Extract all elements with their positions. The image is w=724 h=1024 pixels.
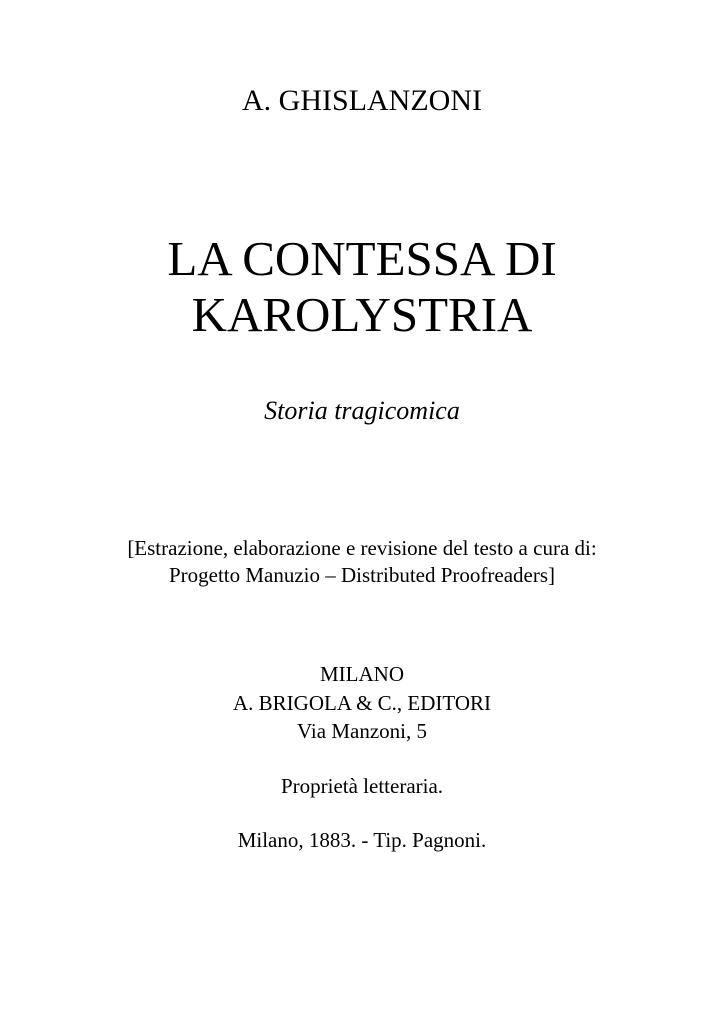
book-subtitle: Storia tragicomica xyxy=(264,396,460,425)
book-title-line-1: LA CONTESSA DI xyxy=(167,231,557,286)
publisher-name: A. BRIGOLA & C., EDITORI xyxy=(232,691,492,715)
book-title-line-2: KAROLYSTRIA xyxy=(191,287,533,342)
imprint-line: Milano, 1883. - Tip. Pagnoni. xyxy=(237,828,487,852)
publisher-city: MILANO xyxy=(320,662,404,686)
credit-line-2: Progetto Manuzio – Distributed Proofreaders] xyxy=(168,563,556,587)
author-name: A. GHISLANZONI xyxy=(242,84,482,117)
rights-notice: Proprietà letteraria. xyxy=(280,774,444,798)
credit-line-1: [Estrazione, elaborazione e revisione del testo a cura di: xyxy=(127,536,597,560)
publisher-address: Via Manzoni, 5 xyxy=(297,719,427,743)
